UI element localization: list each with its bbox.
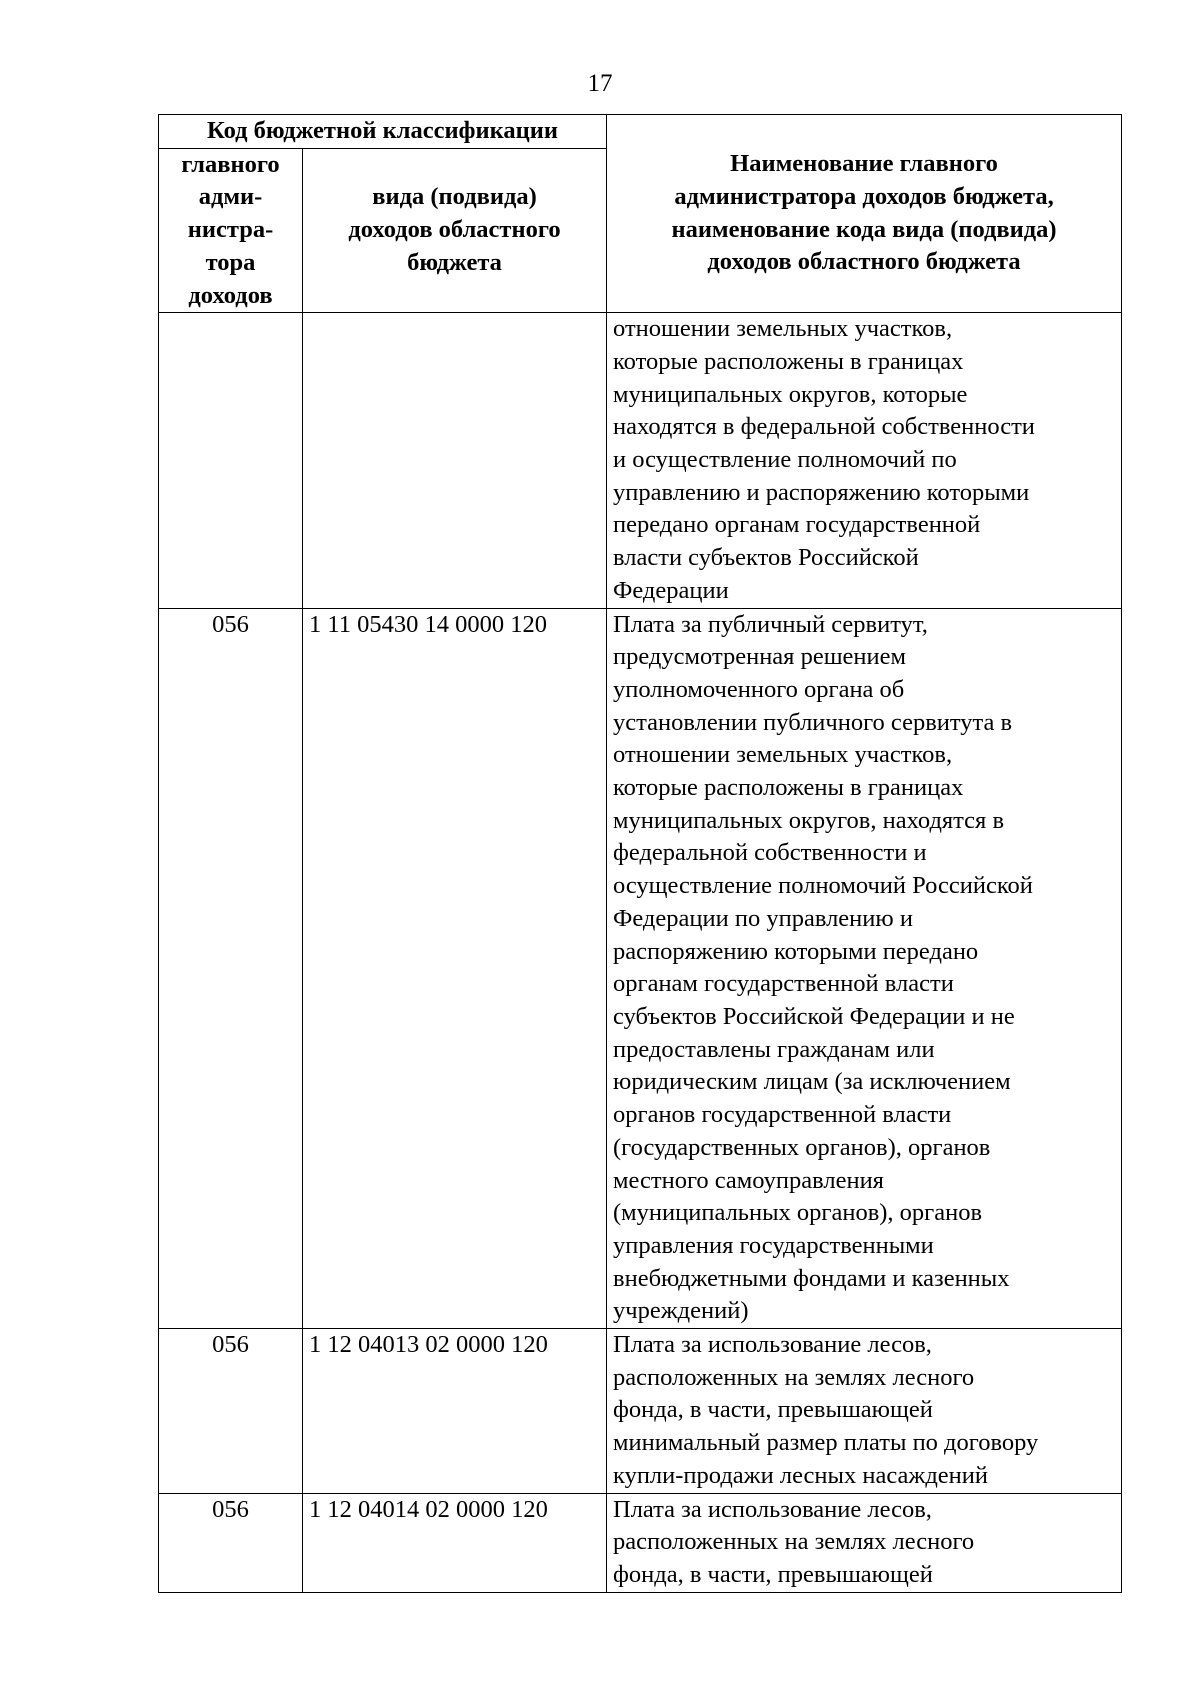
revenue-name-lines: [613, 1329, 1115, 1493]
page-number: 17: [587, 70, 613, 97]
header-revenue-name-lines: [613, 148, 1115, 279]
text-line: Плата за использование лесов,: [613, 1495, 932, 1523]
revenue-name-cell: [607, 313, 1122, 608]
revenue-code-cell: 1 12 04014 02 0000 120: [303, 1493, 607, 1592]
text-line: вида (подвида): [372, 183, 537, 211]
text-line: доходов: [188, 281, 273, 309]
table-row: [159, 1493, 1122, 1592]
header-chief-administrator-lines: [165, 149, 296, 313]
text-line: купли-продажи лесных насаждений: [613, 1461, 989, 1489]
revenue-code-cell: 1 11 05430 14 0000 120: [303, 608, 607, 1328]
text-line: передано органам государственной: [613, 511, 981, 539]
revenue-name-lines: [613, 313, 1115, 607]
text-line: уполномоченного органа об: [613, 675, 905, 703]
text-line: местного самоуправления: [613, 1166, 884, 1194]
text-line: наименование кода вида (подвида): [671, 215, 1057, 243]
text-line: находятся в федеральной собственности: [613, 413, 1035, 441]
text-line: учреждений): [613, 1297, 749, 1325]
text-line: Плата за публичный сервитут,: [613, 610, 928, 638]
revenue-name-cell: [607, 608, 1122, 1328]
text-line: фонда, в части, превышающей: [613, 1560, 933, 1588]
text-line: которые расположены в границах: [613, 774, 964, 802]
text-line: управления государственными: [613, 1231, 934, 1259]
text-line: которые расположены в границах: [613, 347, 964, 375]
text-line: расположенных на землях лесного: [613, 1528, 975, 1556]
text-line: адми-: [198, 183, 263, 211]
table-row: [159, 1329, 1122, 1494]
text-line: органам государственной власти: [613, 970, 954, 998]
header-revenue-type-code: [303, 148, 607, 313]
text-line: нистра-: [187, 216, 274, 244]
header-chief-administrator: [159, 148, 303, 313]
text-line: Федерации: [613, 576, 729, 604]
text-line: главного: [181, 150, 280, 178]
revenue-name-lines: [613, 1494, 1115, 1592]
revenue-name-cell: [607, 1329, 1122, 1494]
text-line: органов государственной власти: [613, 1101, 952, 1129]
text-line: отношении земельных участков,: [613, 741, 953, 769]
text-line: отношении земельных участков,: [613, 315, 953, 343]
revenue-name-cell: [607, 1493, 1122, 1592]
text-line: установлении публичного сервитута в: [613, 708, 1013, 736]
text-line: Федерации по управлению и: [613, 904, 913, 932]
revenue-code-cell: [303, 313, 607, 608]
header-budget-classification-code: Код бюджетной классификации: [159, 115, 607, 149]
text-line: и осуществление полномочий по: [613, 446, 957, 474]
text-line: администратора доходов бюджета,: [674, 182, 1054, 210]
text-line: (государственных органов), органов: [613, 1133, 991, 1161]
text-line: фонда, в части, превышающей: [613, 1396, 933, 1424]
revenue-name-lines: [613, 609, 1115, 1328]
text-line: управлению и распоряжению которыми: [613, 478, 1030, 506]
text-line: доходов областного: [348, 216, 561, 244]
text-line: доходов областного бюджета: [707, 248, 1021, 276]
text-line: бюджета: [407, 248, 502, 276]
text-line: предоставлены гражданам или: [613, 1035, 935, 1063]
admin-code-cell: 056: [159, 608, 303, 1328]
text-line: муниципальных округов, которые: [613, 380, 968, 408]
text-line: внебюджетными фондами и казенных: [613, 1264, 1010, 1292]
text-line: предусмотренная решением: [613, 643, 907, 671]
text-line: минимальный размер платы по договору: [613, 1429, 1039, 1457]
text-line: распоряжению которыми передано: [613, 937, 979, 965]
text-line: субъектов Российской Федерации и не: [613, 1002, 1015, 1030]
text-line: Наименование главного: [730, 150, 998, 178]
header-revenue-name: [607, 115, 1122, 313]
admin-code-cell: [159, 313, 303, 608]
text-line: (муниципальных органов), органов: [613, 1199, 983, 1227]
text-line: расположенных на землях лесного: [613, 1363, 975, 1391]
table-row: [159, 313, 1122, 608]
text-line: муниципальных округов, находятся в: [613, 806, 1005, 834]
text-line: юридическим лицам (за исключением: [613, 1068, 1011, 1096]
header-revenue-type-code-lines: [309, 181, 600, 279]
text-line: власти субъектов Российской: [613, 544, 919, 572]
text-line: федеральной собственности и: [613, 839, 927, 867]
admin-code-cell: 056: [159, 1493, 303, 1592]
admin-code-cell: 056: [159, 1329, 303, 1494]
text-line: осуществление полномочий Российской: [613, 872, 1033, 900]
text-line: Плата за использование лесов,: [613, 1331, 932, 1359]
text-line: тора: [205, 248, 256, 276]
table-row: [159, 608, 1122, 1328]
revenue-code-cell: 1 12 04013 02 0000 120: [303, 1329, 607, 1494]
budget-classification-table: [158, 114, 1122, 1593]
